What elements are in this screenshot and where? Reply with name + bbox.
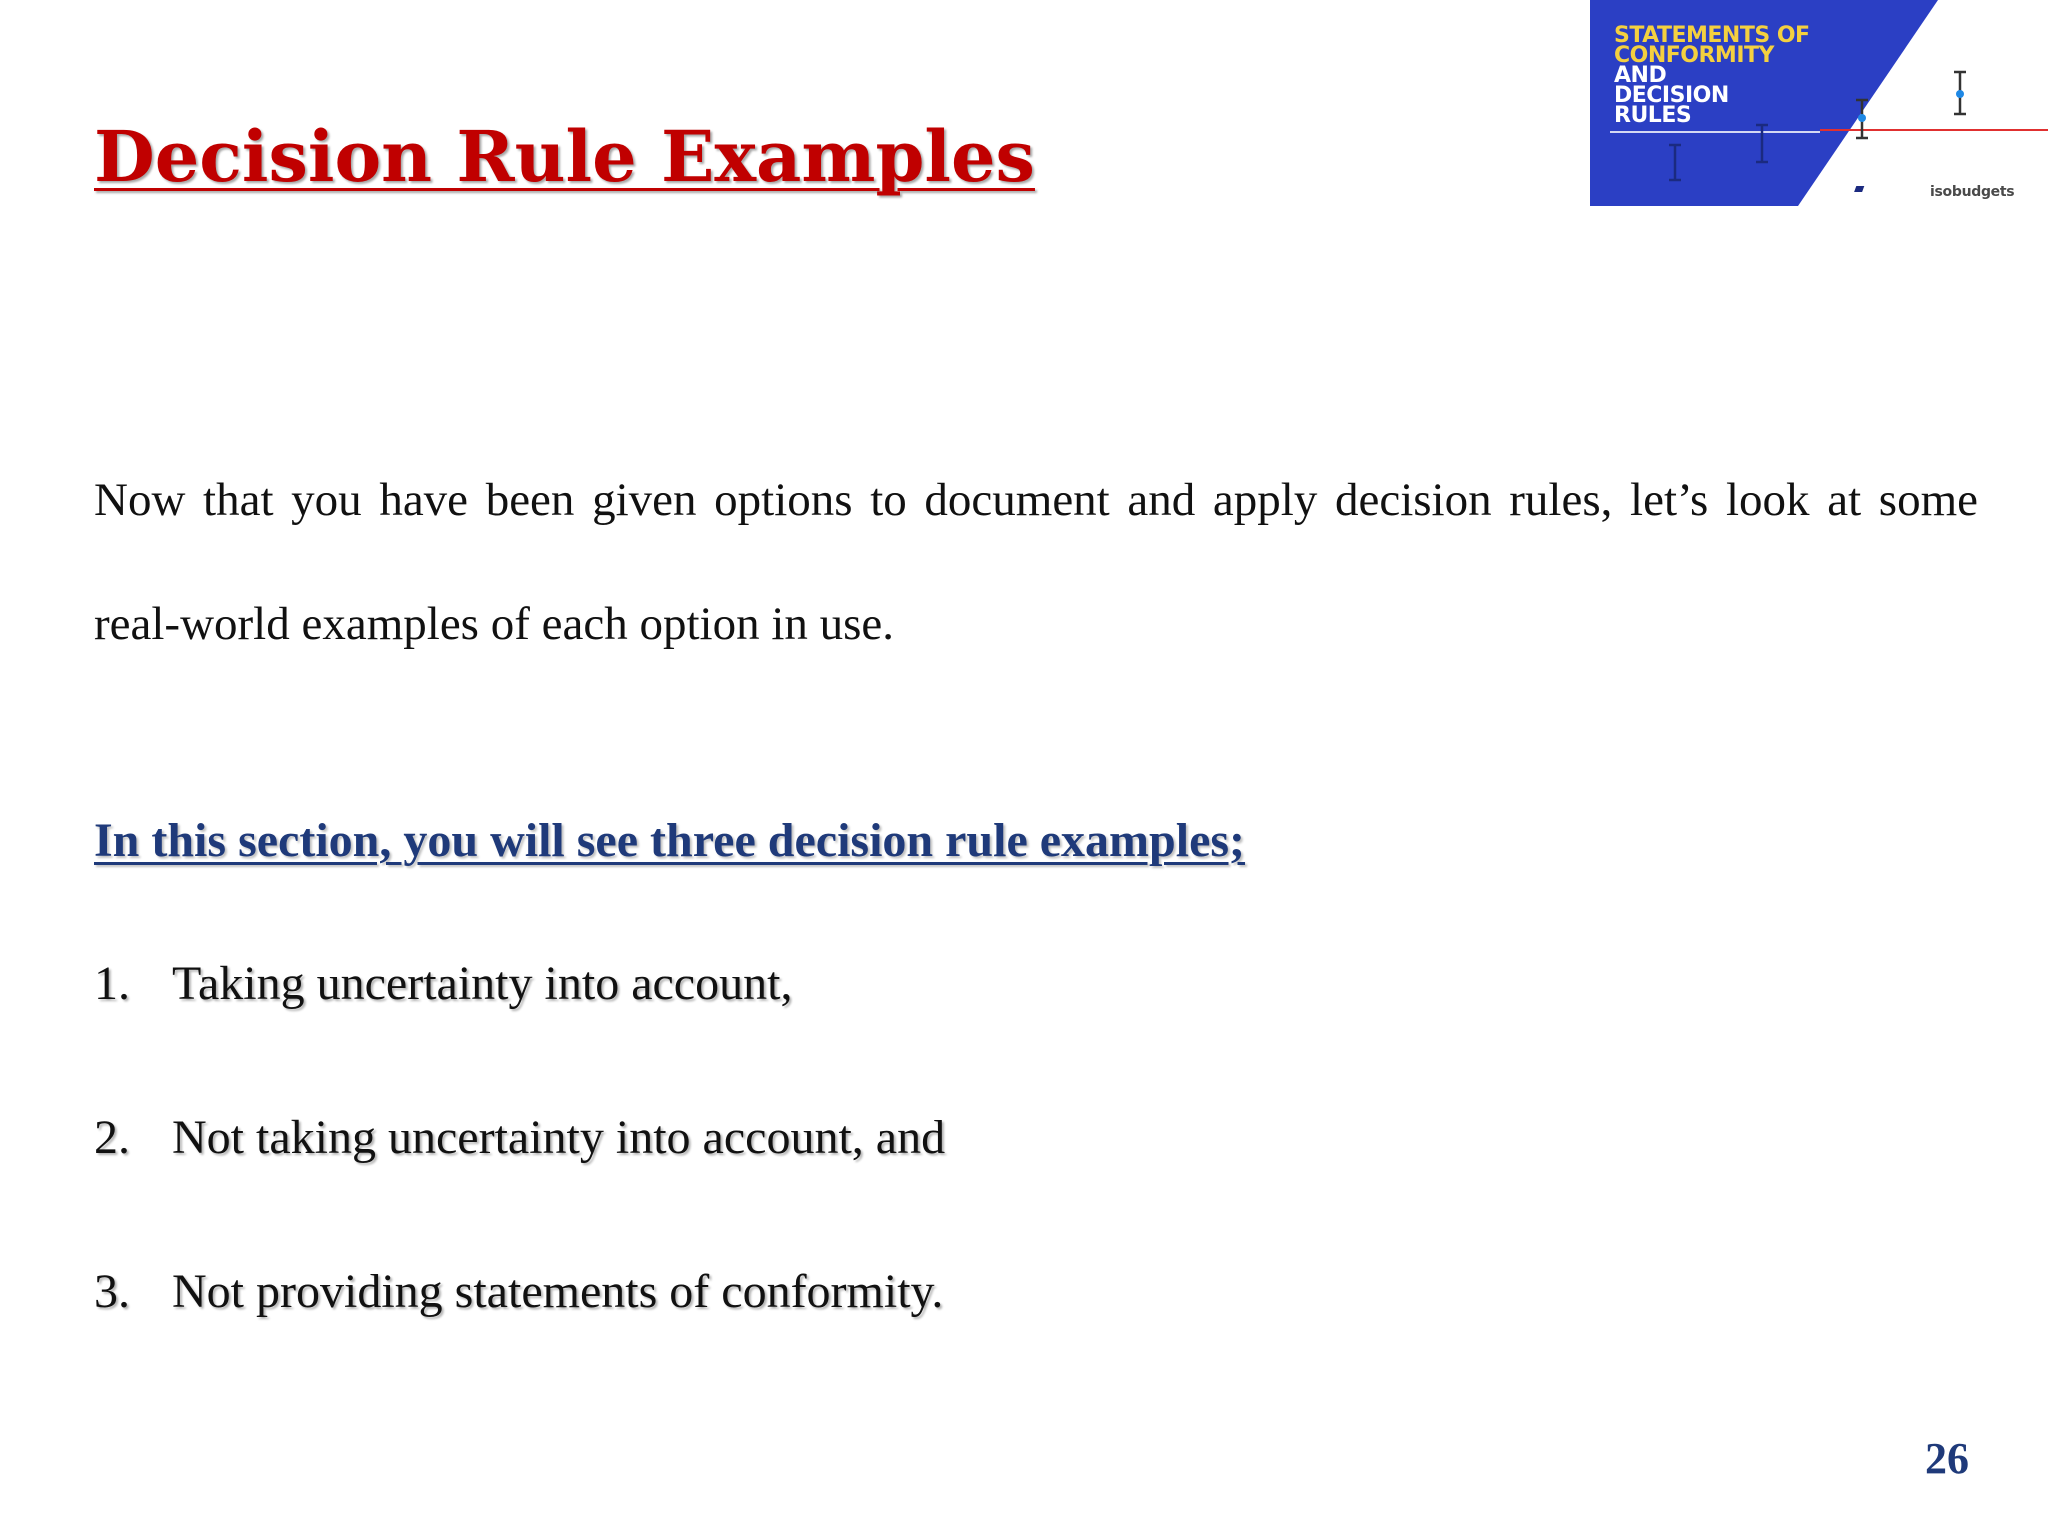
- list-item-text: Taking uncertainty into account,: [172, 957, 793, 1010]
- thumbnail-caption: [1614, 23, 1874, 128]
- slide-title: Decision Rule Examples: [94, 115, 1035, 198]
- statements-of-conformity-thumbnail: [1590, 0, 2048, 206]
- examples-list: [94, 955, 945, 1417]
- list-item-number: 2.: [94, 1111, 130, 1164]
- intro-paragraph: Now that you have been given options to document and apply decision rules, let’s look at some real-world examples of each option in use.: [94, 474, 1978, 650]
- thumbnail-brand: isobudgets: [1930, 184, 2015, 200]
- list-item-text: Not taking uncertainty into account, and: [172, 1111, 946, 1164]
- page-number: 26: [1925, 1434, 1969, 1483]
- list-item-text: Not providing statements of conformity.: [172, 1265, 944, 1318]
- list-item-number: 1.: [94, 957, 130, 1010]
- section-heading: In this section, you will see three decision rule examples;: [94, 814, 1246, 867]
- list-item-number: 3.: [94, 1265, 130, 1318]
- list-item: [94, 1109, 945, 1263]
- thumbnail-line-1: STATEMENTS OF: [1614, 23, 1810, 48]
- list-item: [94, 955, 945, 1109]
- thumbnail-line-2: CONFORMITY: [1614, 43, 1774, 68]
- thumbnail-error-bar-4: [1954, 72, 1966, 114]
- thumbnail-line-3: AND: [1614, 63, 1667, 88]
- list-item: [94, 1263, 945, 1417]
- thumbnail-line-4: DECISION: [1614, 83, 1729, 108]
- brand-mark-icon: [1854, 186, 1864, 192]
- thumbnail-line-5: RULES: [1614, 103, 1692, 128]
